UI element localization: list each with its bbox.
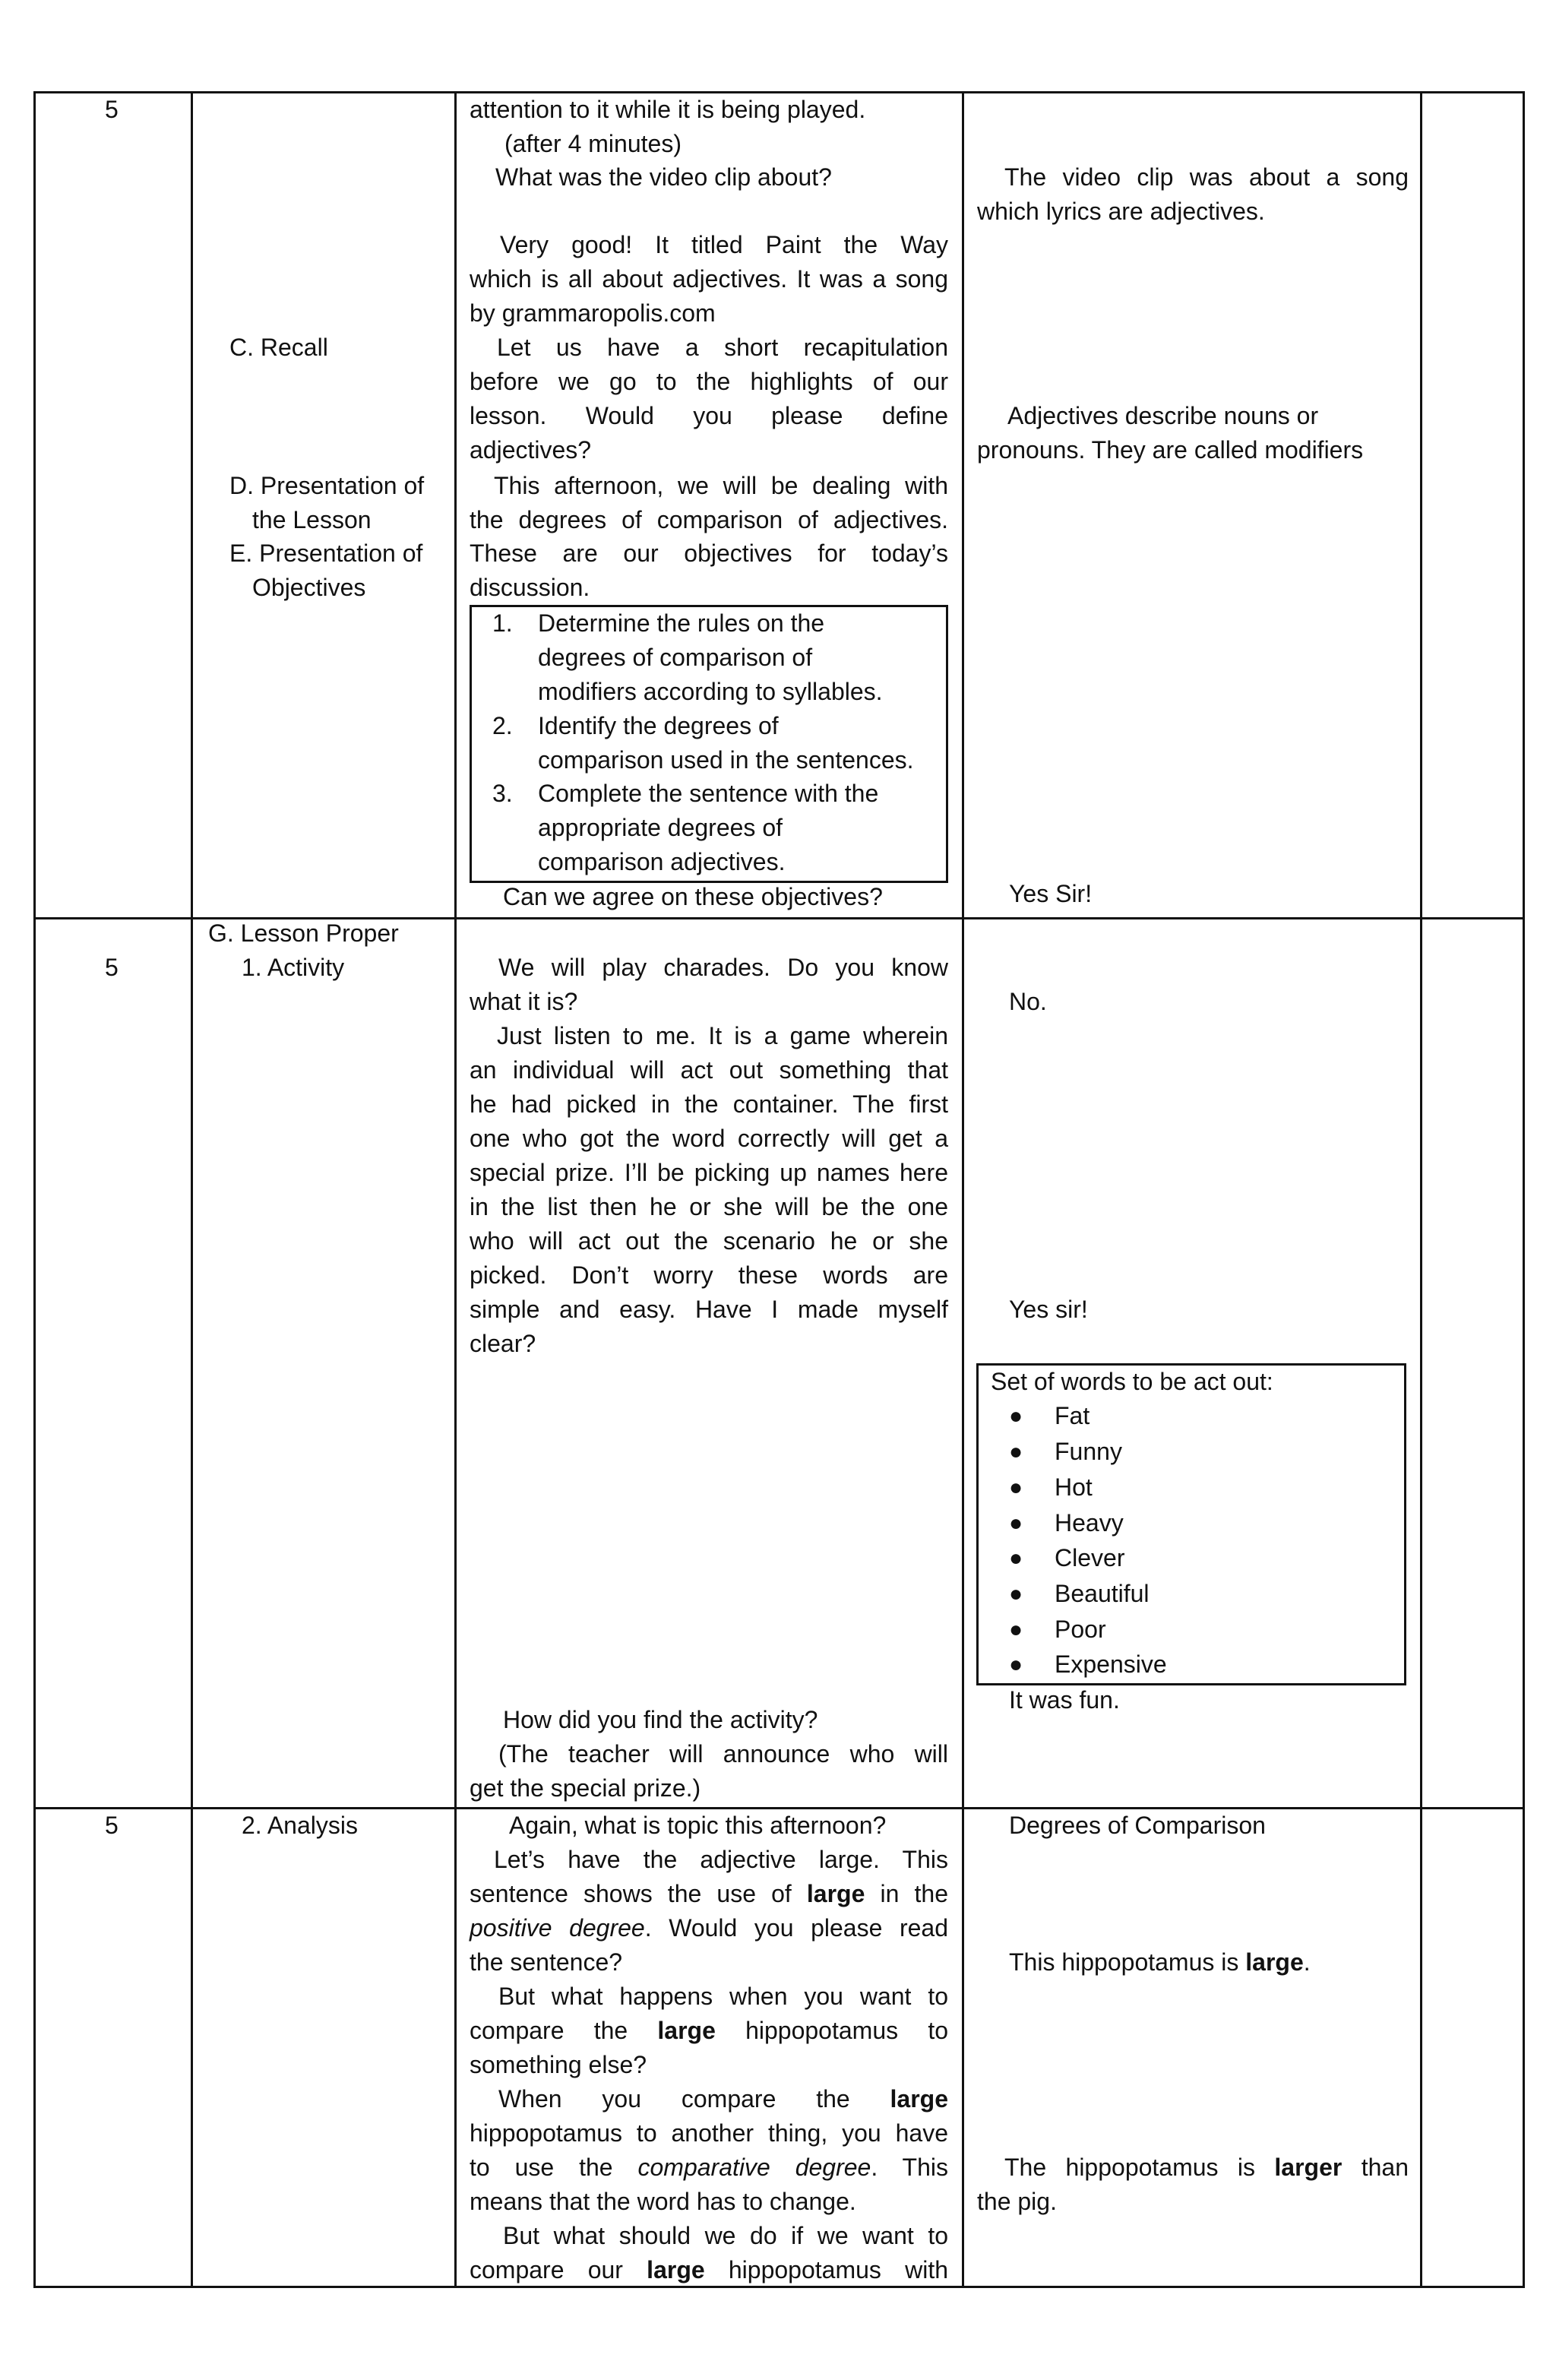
teacher-line: he had picked in the container. The first [470, 1090, 948, 1118]
teacher-line: the sentence? [470, 1948, 623, 1976]
row2-minutes: 5 [105, 954, 119, 981]
word-item: Expensive [1055, 1650, 1167, 1678]
bullet-icon: ● [1009, 1404, 1023, 1429]
teacher-line: Again, what is topic this afternoon? [509, 1812, 887, 1839]
student-line: No. [1009, 988, 1047, 1015]
teacher-line: Let us have a short recapitulation [497, 334, 948, 361]
student-line: pronouns. They are called modifiers [977, 436, 1364, 464]
student-line: It was fun. [1009, 1686, 1120, 1714]
teacher-line: Just listen to me. It is a game wherein [497, 1022, 948, 1049]
teacher-line: the degrees of comparison of adjectives. [470, 506, 948, 533]
objective-line: comparison adjectives. [538, 848, 786, 875]
teacher-line: something else? [470, 2051, 647, 2078]
teacher-line: We will play charades. Do you know [498, 954, 948, 981]
student-line: The hippopotamus is larger than [1004, 2154, 1409, 2181]
teacher-line: get the special prize.) [470, 1774, 701, 1802]
teacher-line: sentence shows the use of large in the [470, 1880, 949, 1907]
objective-line: Determine the rules on the [538, 609, 825, 637]
bullet-icon: ● [1009, 1652, 1023, 1677]
words-box-title: Set of words to be act out: [991, 1368, 1273, 1395]
teacher-line: clear? [470, 1330, 536, 1357]
teacher-line: hippopotamus to another thing, you have [470, 2119, 948, 2147]
label-activity: 1. Activity [242, 954, 345, 981]
teacher-line: attention to it while it is being played. [470, 96, 866, 123]
student-line: the pig. [977, 2188, 1057, 2215]
teacher-line: means that the word has to change. [470, 2188, 856, 2215]
row1-minutes: 5 [105, 96, 119, 123]
column-divider-1 [191, 91, 193, 2288]
student-line: This hippopotamus is large. [1009, 1948, 1311, 1976]
bullet-icon: ● [1009, 1475, 1023, 1500]
student-line: Degrees of Comparison [1009, 1812, 1266, 1839]
objective-line: appropriate degrees of [538, 814, 783, 841]
teacher-line: simple and easy. Have I made myself [470, 1296, 948, 1323]
word-item: Heavy [1055, 1509, 1124, 1537]
bullet-icon: ● [1009, 1439, 1023, 1464]
row3-minutes: 5 [105, 1812, 119, 1839]
label-analysis: 2. Analysis [242, 1812, 358, 1839]
words-box [976, 1363, 1406, 1685]
teacher-line: compare our large hippopotamus with [470, 2256, 949, 2283]
teacher-line: before we go to the highlights of our [470, 368, 948, 395]
label-presentation-lesson-cont: the Lesson [252, 506, 372, 533]
student-line: Yes sir! [1009, 1296, 1088, 1323]
teacher-line: what it is? [470, 988, 578, 1015]
teacher-line: adjectives? [470, 436, 592, 464]
table-border-right [1523, 91, 1525, 2288]
teacher-line: positive degree. Would you please read [470, 1914, 949, 1942]
teacher-line: What was the video clip about? [495, 163, 832, 191]
word-item: Hot [1055, 1473, 1093, 1501]
teacher-line: This afternoon, we will be dealing with [494, 472, 948, 499]
teacher-line: But what happens when you want to [498, 1983, 948, 2010]
teacher-line: picked. Don’t worry these words are [470, 1261, 948, 1289]
objective-line: Identify the degrees of [538, 712, 779, 739]
column-divider-4 [1420, 91, 1422, 2288]
word-item: Beautiful [1055, 1580, 1150, 1607]
student-line: which lyrics are adjectives. [977, 198, 1265, 225]
objective-line: comparison used in the sentences. [538, 746, 914, 774]
teacher-line: discussion. [470, 574, 590, 601]
teacher-line: special prize. I’ll be picking up names here [470, 1159, 948, 1186]
objective-number: 2. [492, 712, 513, 739]
teacher-line: compare the large hippopotamus to [470, 2017, 948, 2044]
word-item: Poor [1055, 1616, 1106, 1643]
teacher-line: (The teacher will announce who will [498, 1740, 948, 1768]
label-presentation-lesson: D. Presentation of [229, 472, 425, 499]
teacher-line: to use the comparative degree. This [470, 2154, 948, 2181]
word-item: Clever [1055, 1544, 1125, 1571]
label-presentation-objectives: E. Presentation of [229, 540, 423, 567]
teacher-line: Let’s have the adjective large. This [494, 1846, 948, 1873]
teacher-line: Very good! It titled Paint the Way [500, 231, 948, 258]
word-item: Fat [1055, 1402, 1090, 1429]
teacher-line: which is all about adjectives. It was a song [470, 265, 948, 293]
label-recall: C. Recall [229, 334, 328, 361]
lesson-proper-label: G. Lesson Proper [208, 919, 399, 947]
student-line: Adjectives describe nouns or [1007, 402, 1319, 429]
objective-line: modifiers according to syllables. [538, 678, 883, 705]
teacher-line: When you compare the large [498, 2085, 948, 2113]
teacher-line: These are our objectives for today’s [470, 540, 948, 567]
teacher-line: But what should we do if we want to [503, 2222, 948, 2249]
table-border-left [33, 91, 36, 2288]
student-line: The video clip was about a song [1004, 163, 1409, 191]
teacher-line: (after 4 minutes) [504, 130, 682, 157]
teacher-line: who will act out the scenario he or she [470, 1227, 948, 1255]
label-presentation-objectives-cont: Objectives [252, 574, 366, 601]
teacher-line: in the list then he or she will be the one [470, 1193, 948, 1220]
teacher-agree-question: Can we agree on these objectives? [503, 883, 883, 910]
bullet-icon: ● [1009, 1546, 1023, 1571]
bullet-icon: ● [1009, 1511, 1023, 1536]
column-divider-2 [454, 91, 457, 2288]
objective-line: Complete the sentence with the [538, 780, 879, 807]
objective-number: 3. [492, 780, 513, 807]
teacher-line: an individual will act out something that [470, 1056, 948, 1084]
objective-line: degrees of comparison of [538, 644, 813, 671]
teacher-line: one who got the word correctly will get a [470, 1125, 948, 1152]
objective-number: 1. [492, 609, 513, 637]
teacher-line: lesson. Would you please define [470, 402, 948, 429]
word-item: Funny [1055, 1438, 1122, 1465]
teacher-line: How did you find the activity? [503, 1706, 818, 1733]
student-line: Yes Sir! [1009, 880, 1093, 907]
bullet-icon: ● [1009, 1581, 1023, 1606]
bullet-icon: ● [1009, 1617, 1023, 1642]
teacher-line: by grammaropolis.com [470, 299, 716, 327]
column-divider-3 [962, 91, 964, 2288]
